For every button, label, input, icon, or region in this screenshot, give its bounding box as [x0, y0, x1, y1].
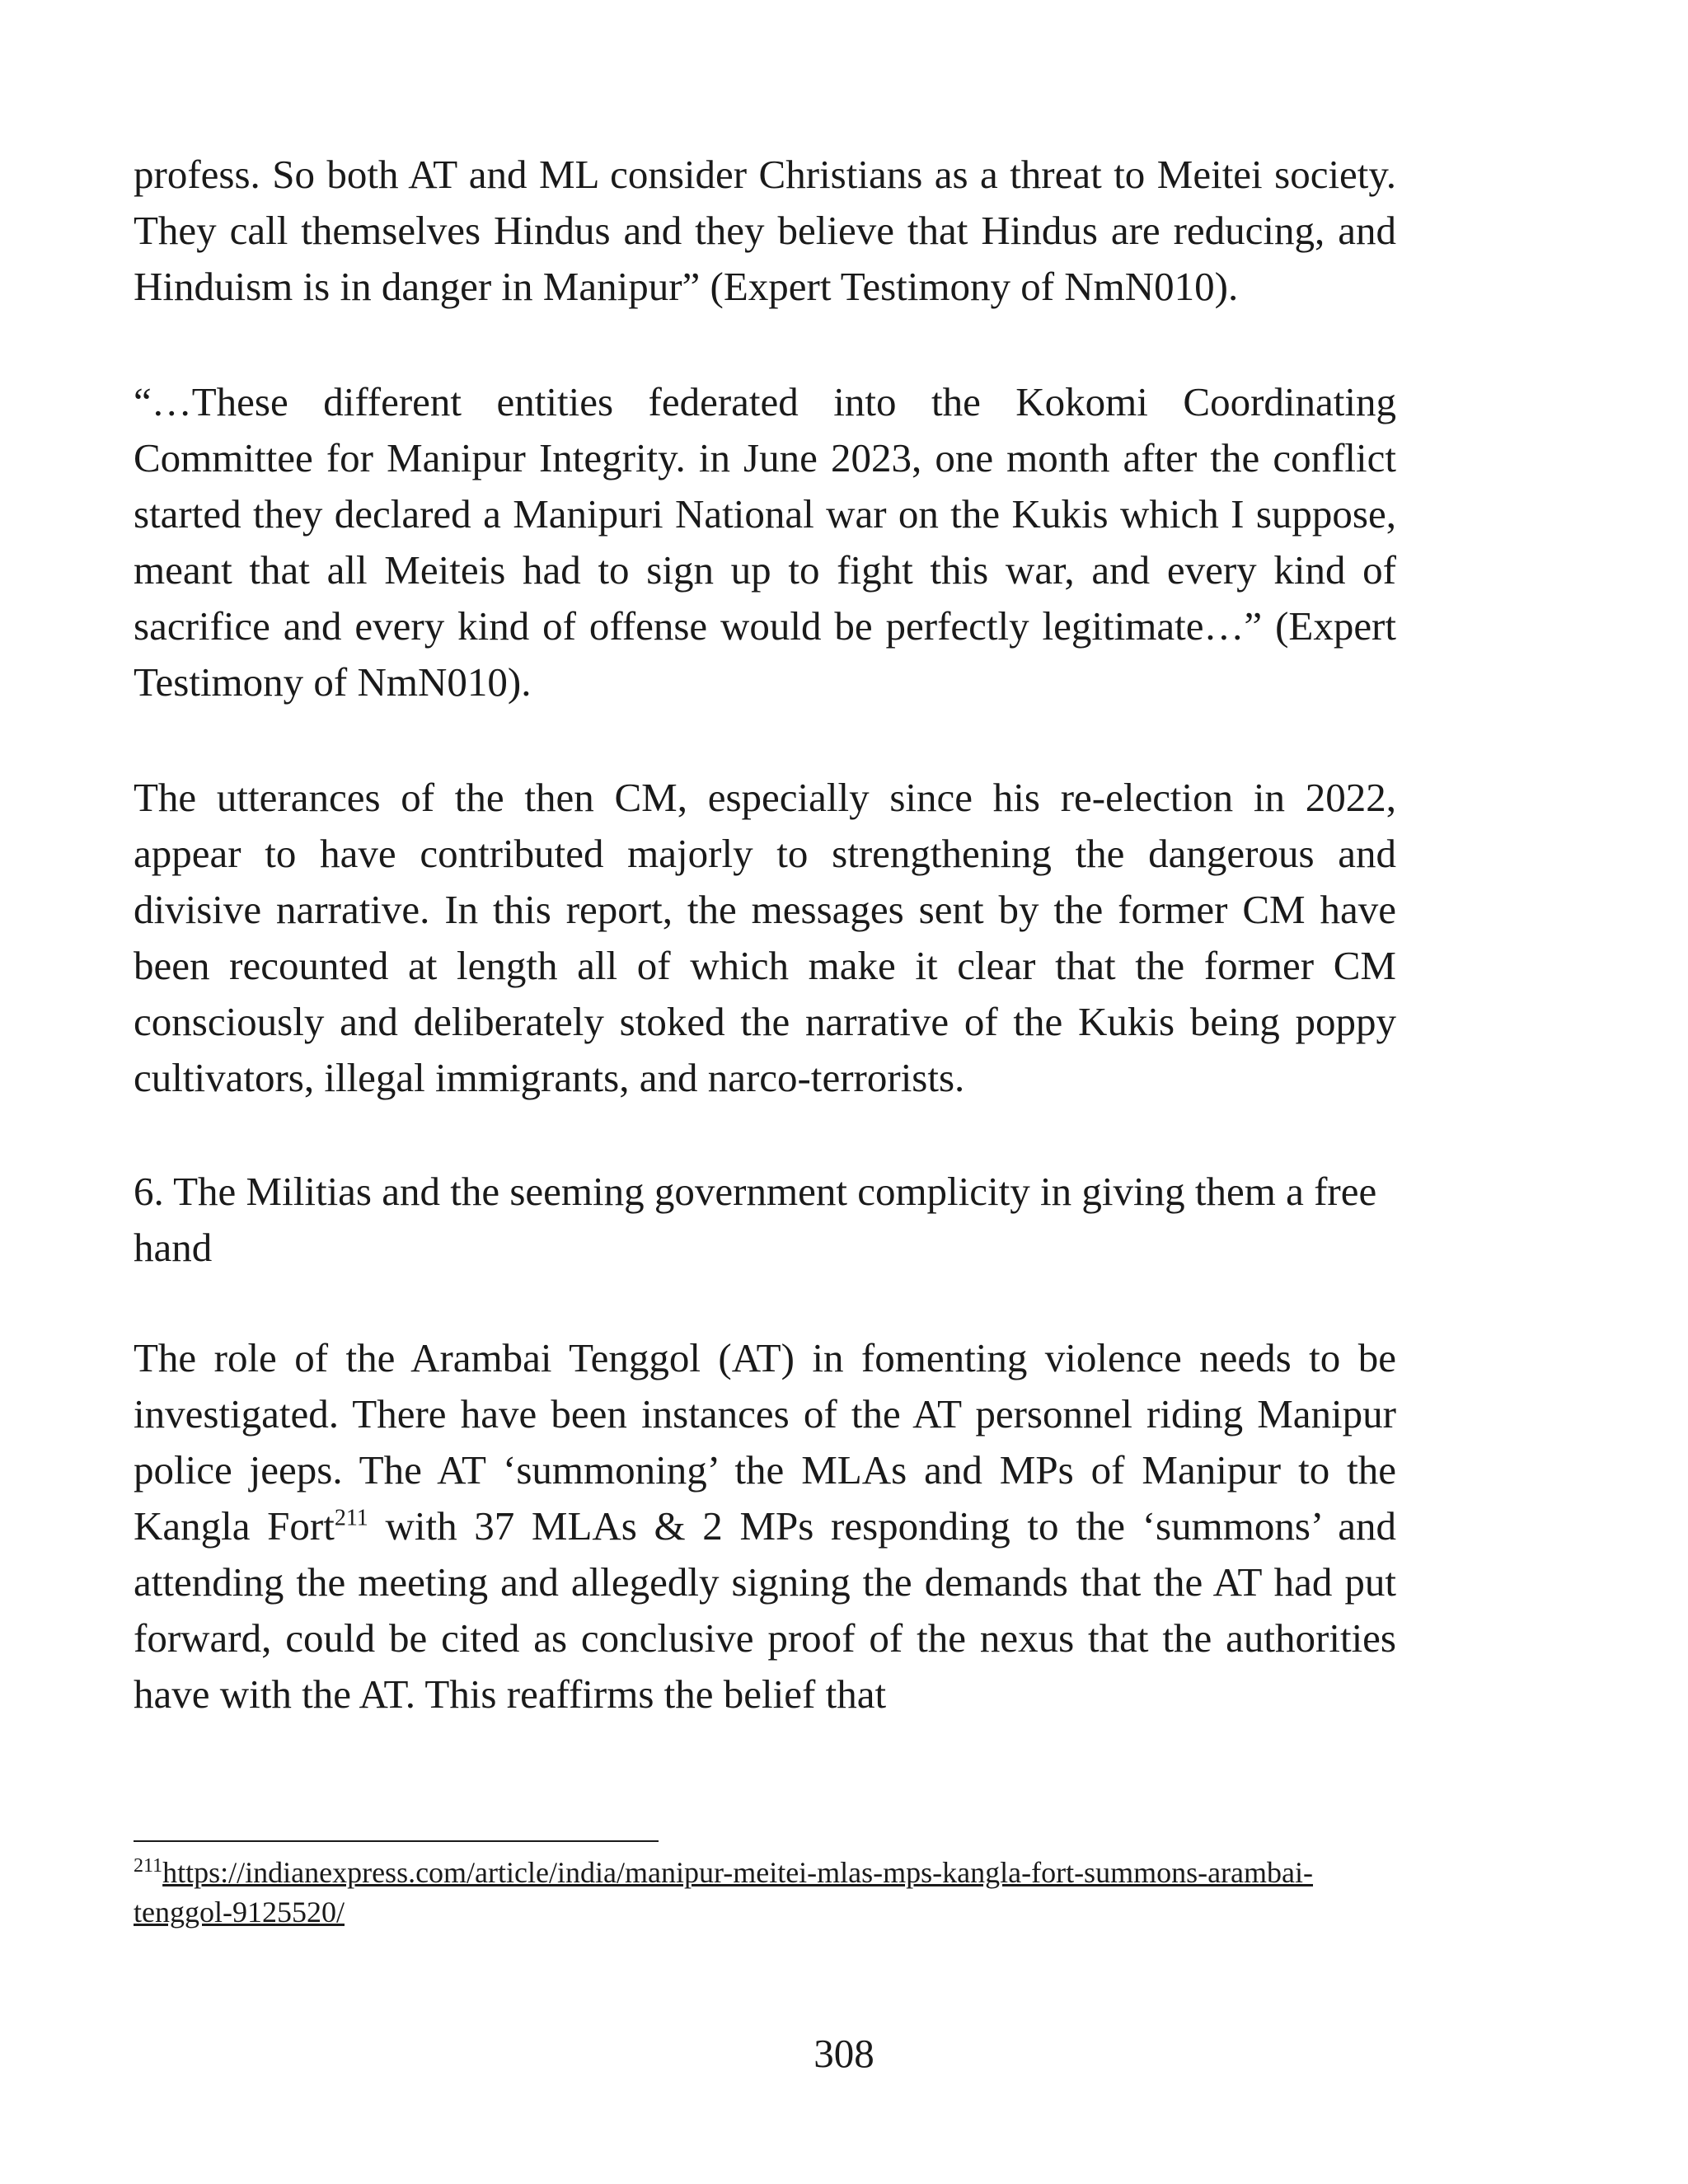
footnote-divider	[134, 1840, 659, 1842]
paragraph-text-after-ref: with 37 MLAs & 2 MPs responding to the ‘summons’ and attending the meeting and allegedly signing the demands that the AT had put forward, could be cited as conclusive proof of the nexus that the authorities have with the AT. This reaffirms the belief that	[134, 1503, 1396, 1717]
footnote	[134, 1853, 1396, 1932]
page-body	[134, 147, 1396, 1722]
footnote-link[interactable]: https://indianexpress.com/article/india/manipur-meitei-mlas-mps-kangla-fort-summons-arambai-tenggol-9125520/	[134, 1856, 1313, 1929]
footnote-reference[interactable]: 211	[334, 1505, 368, 1531]
section-heading: 6. The Militias and the seeming government complicity in giving them a free hand	[134, 1169, 1377, 1270]
footnote-number: 211	[134, 1855, 163, 1877]
paragraph-kokomi-quote: “…These different entities federated into the Kokomi Coordinating Committee for Manipur Integrity. in June 2023, one month after the conflict started they declared a Manipuri National war on the Kukis which I suppose, meant that all Meiteis had to sign up to fight this war, and every kind of sacrifice and every kind of offense would be perfectly legitimate…” (Expert Testimony of NmN010).	[134, 379, 1396, 705]
paragraph-cm-utterances: The utterances of the then CM, especially since his re-election in 2022, appear to have contributed majorly to strengthening the dangerous and divisive narrative. In this report, the messages sent by the former CM have been recounted at length all of which make it clear that the former CM consciously and deliberately stoked the narrative of the Kukis being poppy cultivators, illegal immigrants, and narco-terrorists.	[134, 775, 1396, 1100]
paragraph-text-before-ref: The role of the Arambai Tenggol (AT) in fomenting violence needs to be investigated. There have been instances of the AT personnel riding Manipur police jeeps. The AT ‘summoning’ the MLAs and MPs of Manipur to the Kangla Fort	[134, 1335, 1396, 1549]
page-number: 308	[814, 2031, 874, 2076]
paragraph-arambai-tenggol	[134, 1330, 1396, 1722]
paragraph-testimony-end: profess. So both AT and ML consider Christians as a threat to Meitei society. They call themselves Hindus and they believe that Hindus are reducing, and Hinduism is in danger in Manipur” (Expert Testimony of NmN010).	[134, 152, 1396, 309]
